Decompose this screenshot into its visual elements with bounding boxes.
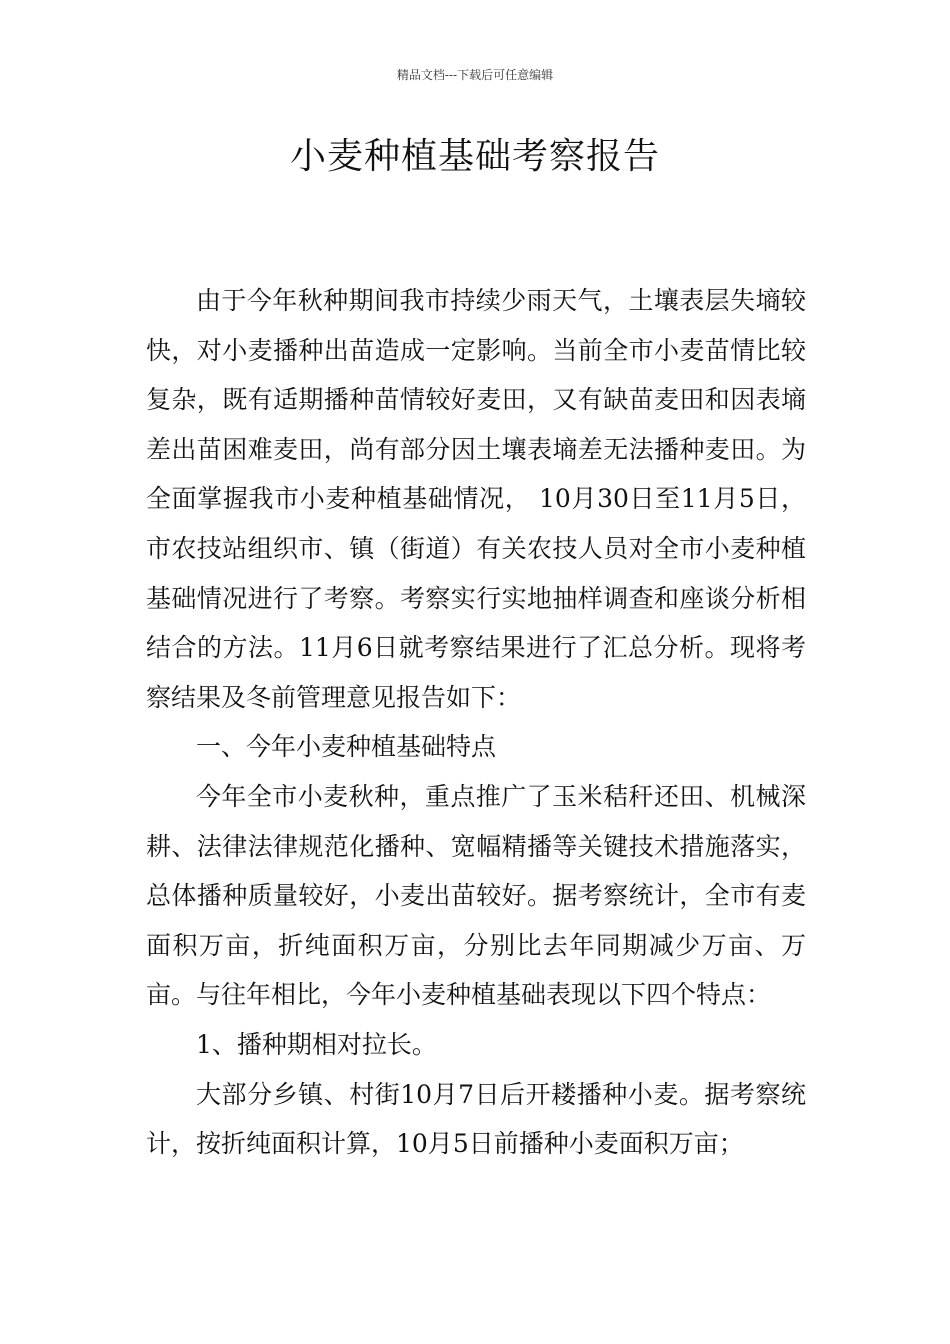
subsection-paragraph: 大部分乡镇、村街10月7日后开耧播种小麦。据考察统计，按折纯面积计算，10月5日前播种小麦面积万亩； <box>146 1079 806 1159</box>
document-body <box>146 276 806 1169</box>
document-title: 小麦种植基础考察报告 <box>289 136 660 177</box>
section-heading: 一、今年小麦种植基础特点 <box>196 732 497 762</box>
intro-paragraph: 由于今年秋种期间我市持续少雨天气，土壤表层失墒较快，对小麦播种出苗造成一定影响。当前全市小麦苗情比较复杂，既有适期播种苗情较好麦田，又有缺苗麦田和因表墒差出苗困难麦田，尚有部分因土壤表墒差无法播种麦田。为全面掌握我市小麦种植基础情况， 10月30日至11月5日，市农技站组织市、镇（街道）有关农技人员对全市小麦种植基础情况进行了考察。考察实行实地抽样调查和座谈分析相结合的方法。11月6日就考察结果进行了汇总分析。现将考察结果及冬前管理意见报告如下： <box>146 286 806 712</box>
section-paragraph: 今年全市小麦秋种，重点推广了玉米秸秆还田、机械深耕、法律法律规范化播种、宽幅精播等关键技术措施落实，总体播种质量较好，小麦出苗较好。据考察统计，全市有麦面积万亩，折纯面积万亩，分别比去年同期减少万亩、万亩。与往年相比，今年小麦种植基础表现以下四个特点： <box>146 781 806 1010</box>
subsection-heading: 1、播种期相对拉长。 <box>196 1029 437 1059</box>
header-note: 精品文档---下载后可任意编辑 <box>396 68 554 82</box>
